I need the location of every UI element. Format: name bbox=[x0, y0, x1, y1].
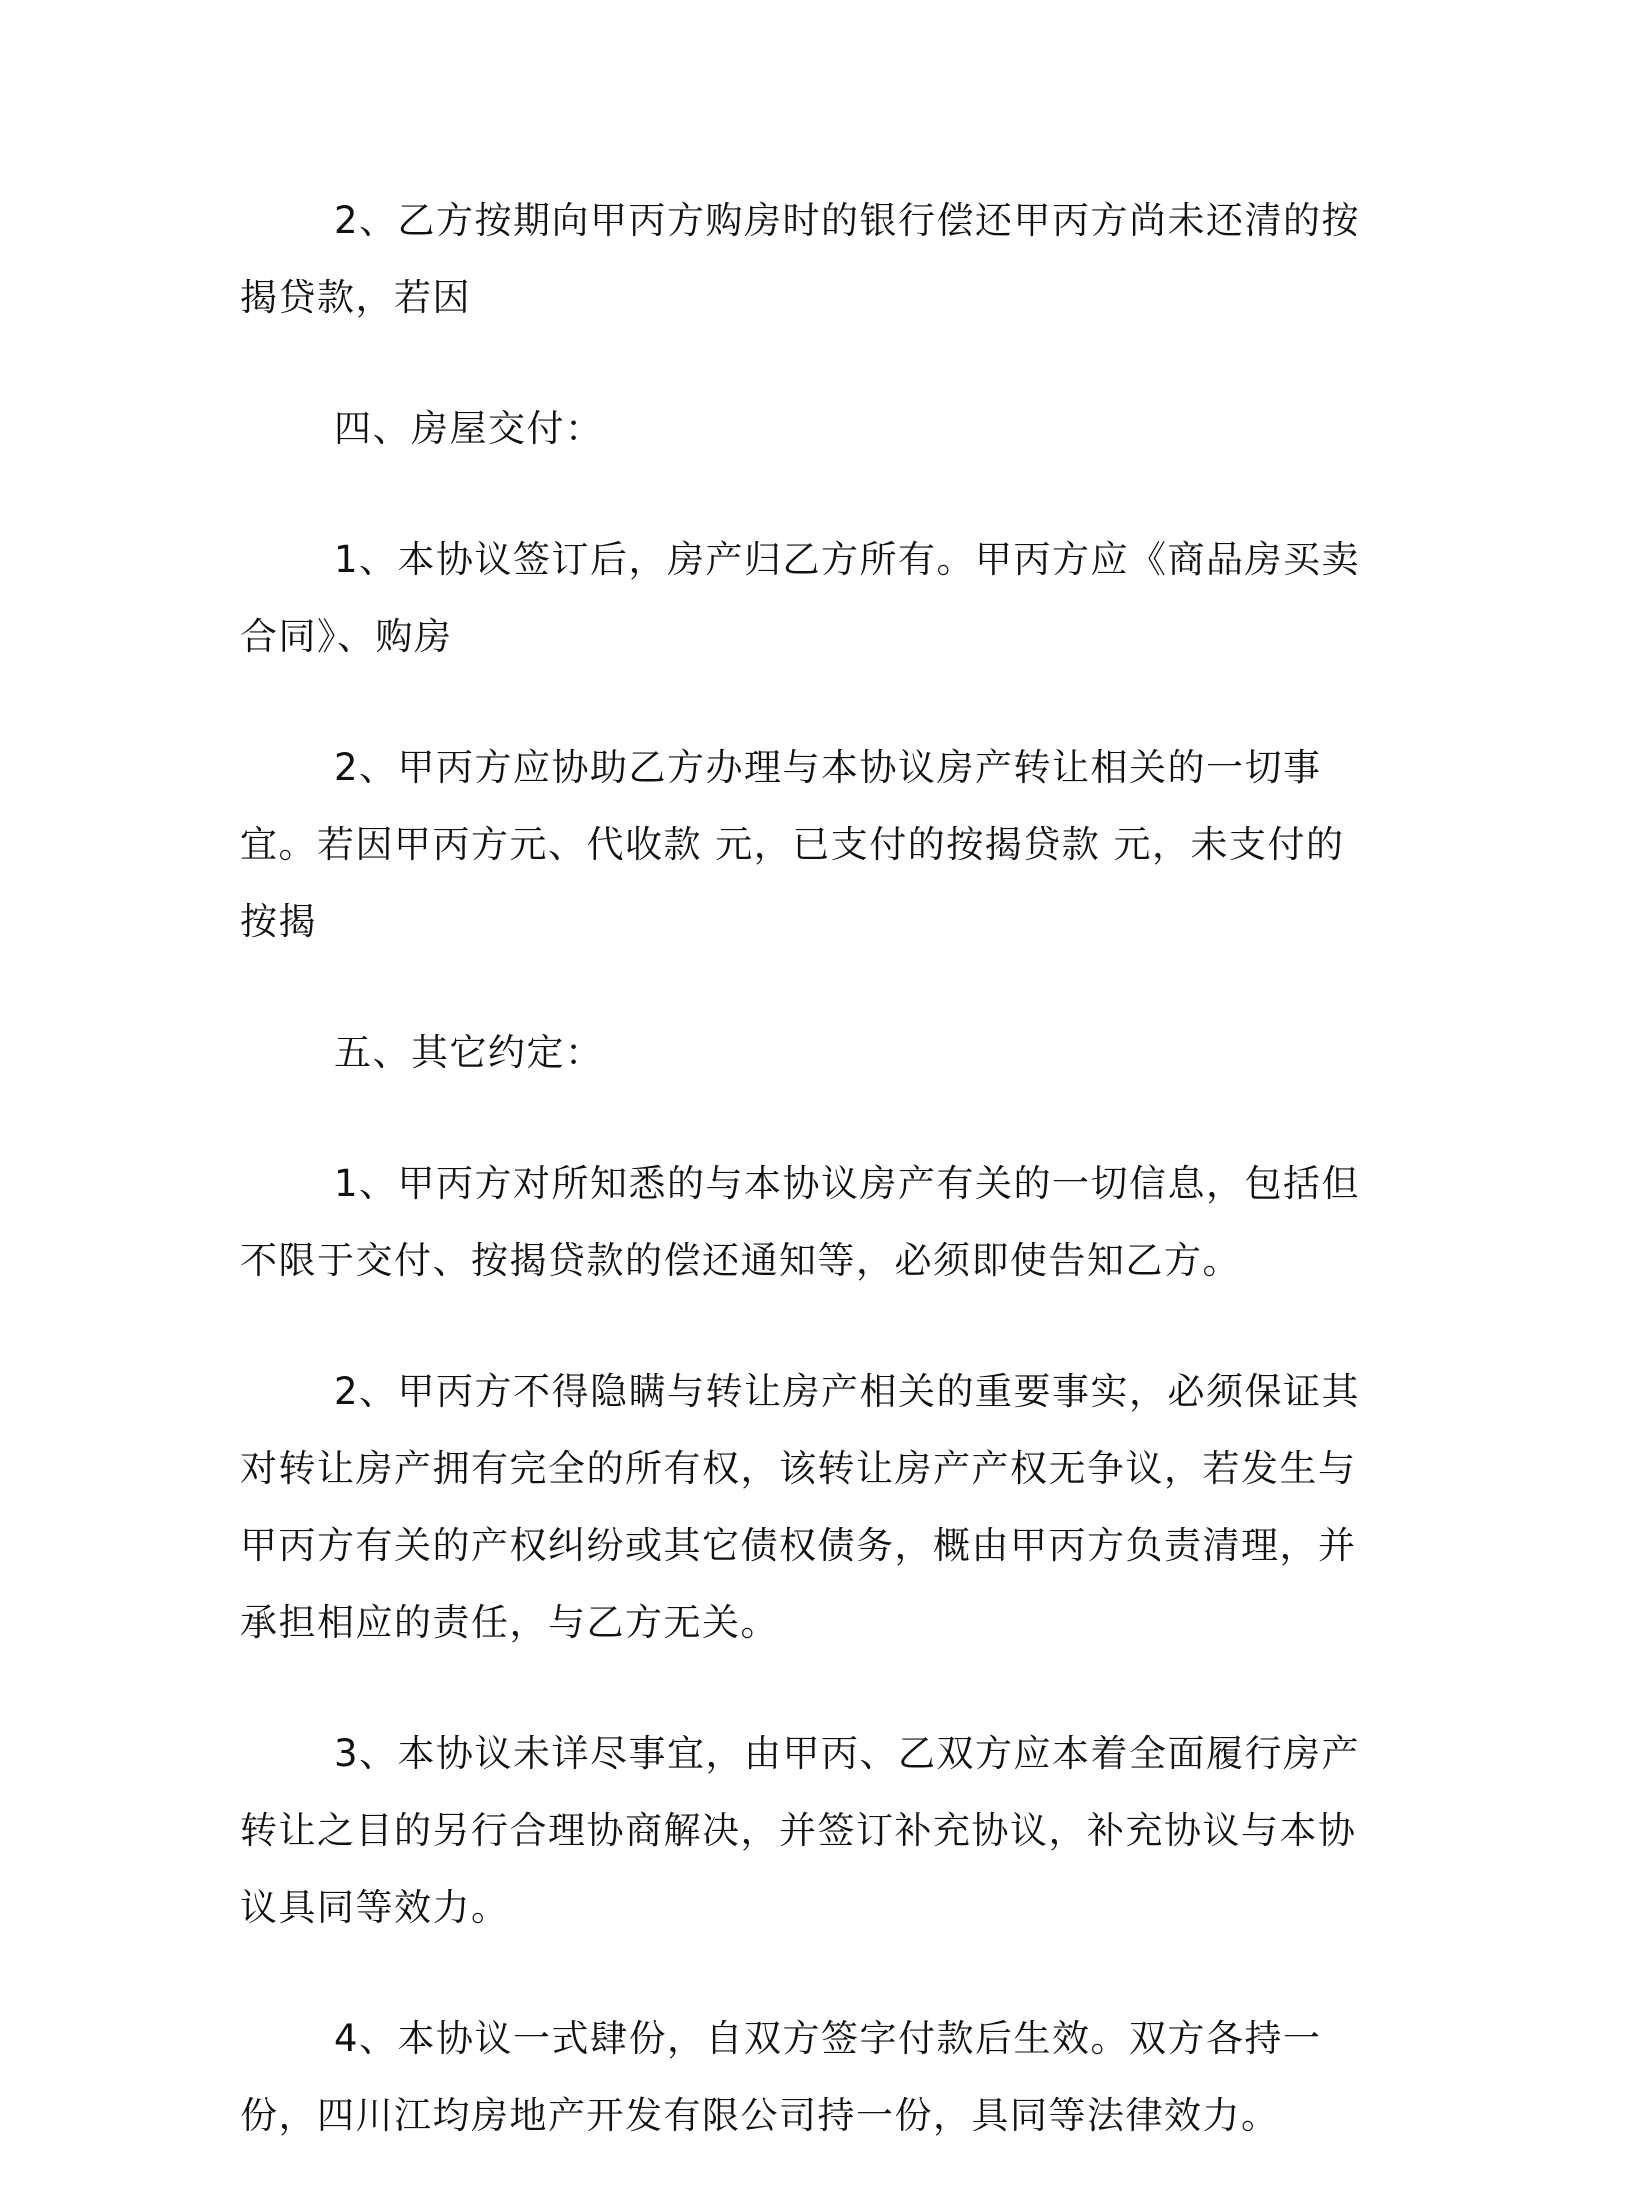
clause-4-2-paragraph: 2、甲丙方应协助乙方办理与本协议房产转让相关的一切事宜。若因甲丙方元、代收款 元，已支付的按揭贷款 元，未支付的按揭 bbox=[240, 746, 1345, 943]
clause-3-2-paragraph: 2、乙方按期向甲丙方购房时的银行偿还甲丙方尚未还清的按揭贷款，若因 bbox=[240, 199, 1361, 319]
section-5-heading: 五、其它约定： bbox=[334, 1031, 604, 1074]
clause-5-1-paragraph: 1、甲丙方对所知悉的与本协议房产有关的一切信息，包括但不限于交付、按揭贷款的偿还通知等，必须即使告知乙方。 bbox=[240, 1162, 1361, 1282]
document-body bbox=[240, 182, 1365, 2208]
clause-4-1-paragraph: 1、本协议签订后，房产归乙方所有。甲丙方应《商品房买卖合同》、购房 bbox=[240, 538, 1361, 658]
clause-5-3-paragraph: 3、本协议未详尽事宜，由甲丙、乙双方应本着全面履行房产转让之目的另行合理协商解决，并签订补充协议，补充协议与本协议具同等效力。 bbox=[240, 1732, 1361, 1929]
section-4-heading: 四、房屋交付： bbox=[334, 407, 604, 450]
clause-5-4-paragraph: 4、本协议一式肆份，自双方签字付款后生效。双方各持一份，四川江均房地产开发有限公司持一份，具同等法律效力。 bbox=[240, 2017, 1322, 2137]
clause-5-2-paragraph: 2、甲丙方不得隐瞒与转让房产相关的重要事实，必须保证其对转让房产拥有完全的所有权，该转让房产产权无争议，若发生与甲丙方有关的产权纠纷或其它债权债务，概由甲丙方负责清理，并承担相应的责任，与乙方无关。 bbox=[240, 1370, 1361, 1644]
